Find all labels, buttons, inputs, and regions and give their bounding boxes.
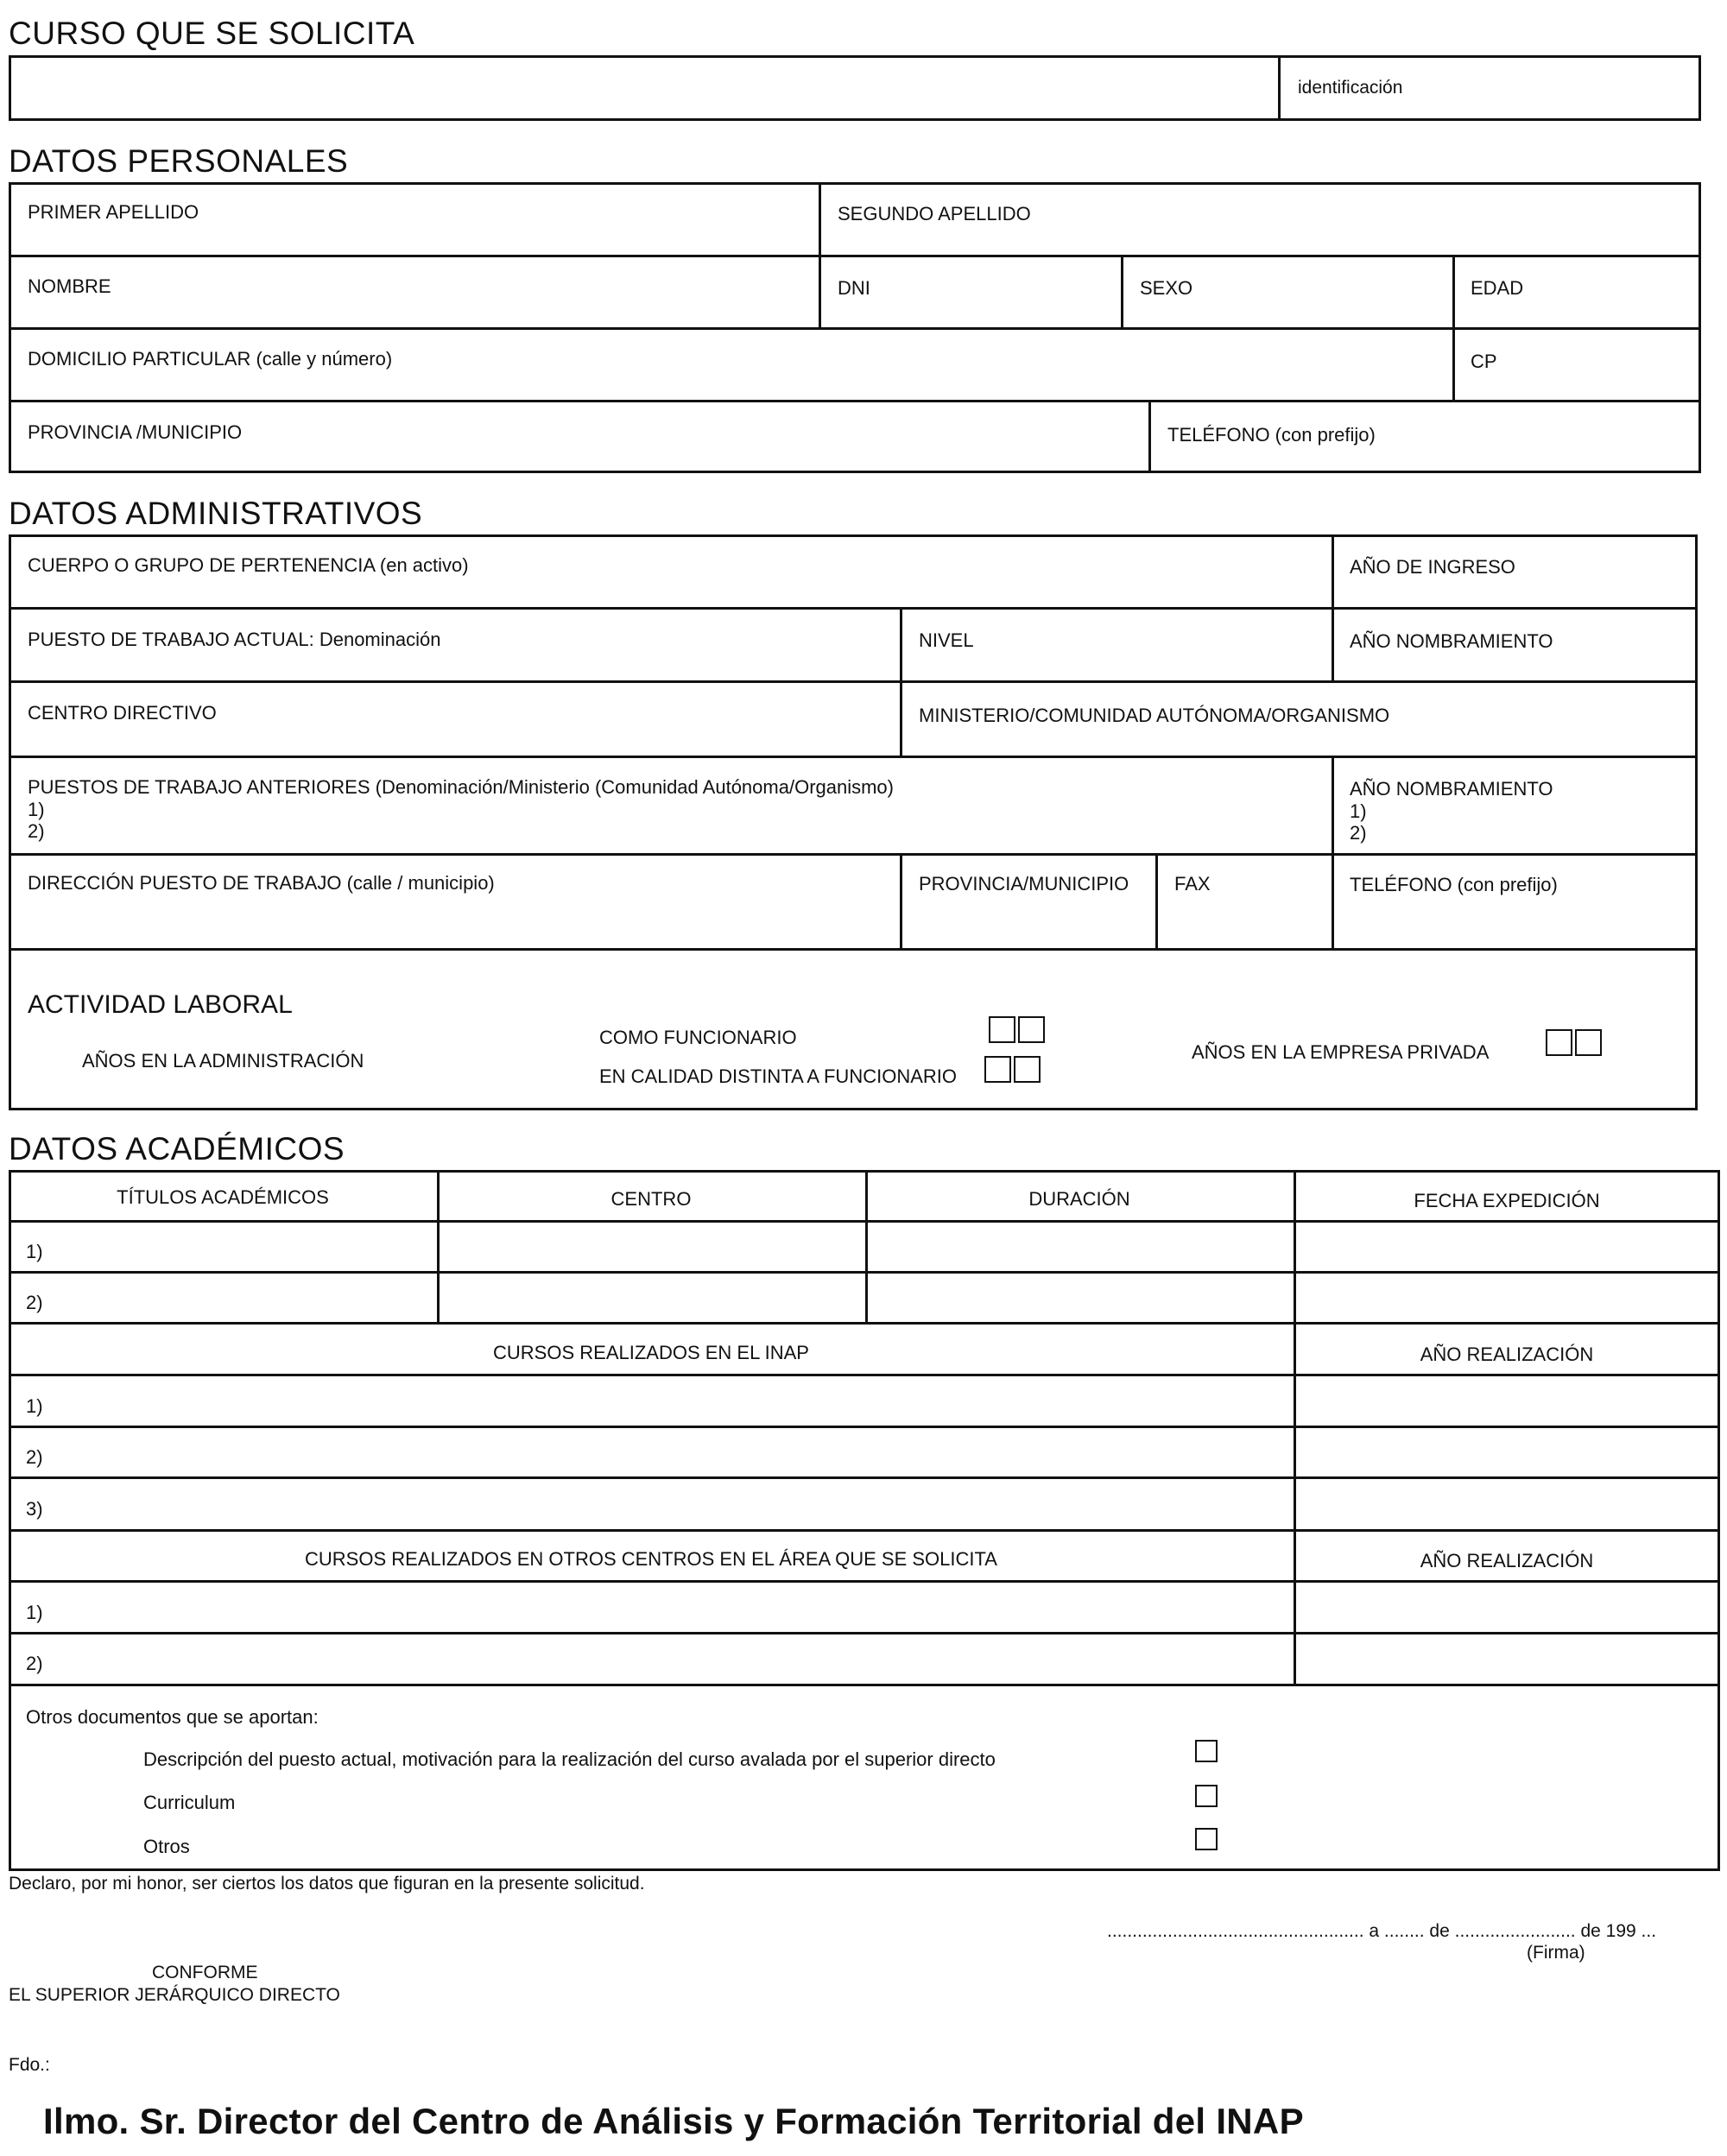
header-titulos: TÍTULOS ACADÉMICOS xyxy=(117,1186,329,1208)
nombramiento-item-2: 2) xyxy=(1350,822,1367,844)
col-divider xyxy=(900,853,902,948)
otros-row-1: 1) xyxy=(26,1602,43,1623)
anios-admin-label: AÑOS EN LA ADMINISTRACIÓN xyxy=(82,1050,364,1072)
nivel-label: NIVEL xyxy=(919,629,974,651)
funcionario-years-digit-2[interactable] xyxy=(1018,1016,1045,1043)
firma-label: (Firma) xyxy=(1527,1943,1585,1963)
header-anio-realizacion-2: AÑO REALIZACIÓN xyxy=(1420,1550,1594,1571)
conforme-label: CONFORME xyxy=(152,1963,258,1982)
row-divider xyxy=(9,1580,1720,1583)
col-divider xyxy=(819,182,821,327)
row-divider xyxy=(9,1271,1720,1274)
sexo-label: SEXO xyxy=(1140,277,1193,299)
documento-curriculum-checkbox[interactable] xyxy=(1195,1785,1218,1807)
documento-otros-label: Otros xyxy=(143,1836,190,1857)
col-divider xyxy=(1332,756,1334,948)
inap-row-3: 3) xyxy=(26,1498,43,1520)
actividad-laboral-title: ACTIVIDAD LABORAL xyxy=(28,990,293,1019)
col-divider xyxy=(1332,534,1334,680)
funcionario-years-digit-1[interactable] xyxy=(989,1016,1015,1043)
identificacion-label: identificación xyxy=(1298,78,1403,98)
row-divider xyxy=(9,1322,1720,1325)
col-divider xyxy=(1121,255,1123,327)
anio-ingreso-label: AÑO DE INGRESO xyxy=(1350,556,1515,578)
empresa-years-digit-1[interactable] xyxy=(1546,1029,1572,1056)
anteriores-item-2: 2) xyxy=(28,820,45,842)
cp-label: CP xyxy=(1471,351,1497,372)
empresa-years-digit-2[interactable] xyxy=(1575,1029,1602,1056)
documento-otros-checkbox[interactable] xyxy=(1195,1828,1218,1850)
provincia-label: PROVINCIA /MUNICIPIO xyxy=(28,421,243,443)
fdo-label: Fdo.: xyxy=(9,2055,50,2075)
header-cursos-inap: CURSOS REALIZADOS EN EL INAP xyxy=(493,1342,809,1363)
dni-label: DNI xyxy=(838,277,870,299)
otros-row-2: 2) xyxy=(26,1653,43,1674)
row-divider xyxy=(9,1632,1720,1634)
documento-curriculum-label: Curriculum xyxy=(143,1792,236,1813)
nombramiento-item-1: 1) xyxy=(1350,800,1367,822)
provincia-municipio-label: PROVINCIA/MUNICIPIO xyxy=(919,873,1129,895)
divider xyxy=(1278,55,1281,121)
header-fecha-expedicion: FECHA EXPEDICIÓN xyxy=(1414,1190,1600,1211)
row-divider xyxy=(9,607,1698,610)
fecha-line[interactable]: ................................................... a ........ de ........................ de 199 ... xyxy=(1107,1921,1657,1941)
anio-nombramiento-anteriores-label: AÑO NOMBRAMIENTO xyxy=(1350,778,1553,800)
como-funcionario-label: COMO FUNCIONARIO xyxy=(599,1027,797,1048)
centro-directivo-label: CENTRO DIRECTIVO xyxy=(28,702,217,724)
col-divider xyxy=(1155,853,1158,948)
primer-apellido-label: PRIMER APELLIDO xyxy=(28,201,199,223)
direccion-label: DIRECCIÓN PUESTO DE TRABAJO (calle / municipio) xyxy=(28,872,495,894)
header-centro: CENTRO xyxy=(610,1188,692,1210)
section-title-personales: DATOS PERSONALES xyxy=(9,143,349,179)
col-divider xyxy=(900,607,902,756)
row-divider xyxy=(9,680,1698,683)
documentos-title: Otros documentos que se aportan: xyxy=(26,1706,319,1728)
anio-nombramiento-label: AÑO NOMBRAMIENTO xyxy=(1350,630,1553,652)
header-cursos-otros: CURSOS REALIZADOS EN OTROS CENTROS EN EL ÁREA QUE SE SOLICITA xyxy=(305,1548,997,1570)
nombre-label: NOMBRE xyxy=(28,275,111,297)
col-divider xyxy=(1294,1170,1296,1684)
anteriores-item-1: 1) xyxy=(28,799,45,820)
row-divider xyxy=(9,948,1698,951)
row-divider xyxy=(9,1220,1720,1223)
superior-label: EL SUPERIOR JERÁRQUICO DIRECTO xyxy=(9,1985,340,2005)
puestos-anteriores-label: PUESTOS DE TRABAJO ANTERIORES (Denominación/Ministerio (Comunidad Autónoma/Organismo) xyxy=(28,776,894,798)
row-divider xyxy=(9,853,1698,856)
edad-label: EDAD xyxy=(1471,277,1524,299)
section-title-academicos: DATOS ACADÉMICOS xyxy=(9,1131,345,1167)
empresa-privada-label: AÑOS EN LA EMPRESA PRIVADA xyxy=(1192,1041,1490,1063)
section-title-administrativos: DATOS ADMINISTRATIVOS xyxy=(9,496,423,531)
row-divider xyxy=(9,327,1701,330)
col-divider xyxy=(1148,400,1151,473)
row-divider xyxy=(9,756,1698,758)
titulos-row-2: 2) xyxy=(26,1292,43,1313)
row-divider xyxy=(9,1426,1720,1428)
row-divider xyxy=(9,1529,1720,1532)
admin-data-table xyxy=(9,534,1698,1110)
ministerio-label: MINISTERIO/COMUNIDAD AUTÓNOMA/ORGANISMO xyxy=(919,705,1390,726)
no-funcionario-years-digit-1[interactable] xyxy=(984,1056,1011,1083)
section-title-curso: CURSO QUE SE SOLICITA xyxy=(9,16,415,51)
row-divider xyxy=(9,1684,1720,1686)
header-anio-realizacion: AÑO REALIZACIÓN xyxy=(1420,1344,1594,1365)
telefono-label: TELÉFONO (con prefijo) xyxy=(1167,424,1376,446)
col-divider xyxy=(1452,255,1455,400)
row-divider xyxy=(9,1374,1720,1376)
segundo-apellido-label: SEGUNDO APELLIDO xyxy=(838,203,1031,224)
fax-label: FAX xyxy=(1174,873,1211,895)
calidad-distinta-label: EN CALIDAD DISTINTA A FUNCIONARIO xyxy=(599,1065,957,1087)
documento-descripcion-checkbox[interactable] xyxy=(1195,1740,1218,1762)
destinatario-text: Ilmo. Sr. Director del Centro de Análisis y Formación Territorial del INAP xyxy=(43,2101,1304,2141)
documento-descripcion-label: Descripción del puesto actual, motivación para la realización del curso avalada por el superior directo xyxy=(143,1748,996,1770)
puesto-actual-label: PUESTO DE TRABAJO ACTUAL: Denominación xyxy=(28,629,441,650)
header-duracion: DURACIÓN xyxy=(1028,1188,1130,1210)
domicilio-label: DOMICILIO PARTICULAR (calle y número) xyxy=(28,348,393,370)
titulos-row-1: 1) xyxy=(26,1241,43,1262)
telefono-trabajo-label: TELÉFONO (con prefijo) xyxy=(1350,874,1558,895)
cuerpo-label: CUERPO O GRUPO DE PERTENENCIA (en activo) xyxy=(28,554,469,576)
curso-field[interactable] xyxy=(9,55,1701,121)
inap-row-2: 2) xyxy=(26,1446,43,1468)
inap-row-1: 1) xyxy=(26,1395,43,1417)
declaracion-text: Declaro, por mi honor, ser ciertos los datos que figuran en la presente solicitud. xyxy=(9,1874,645,1894)
row-divider xyxy=(9,400,1701,402)
row-divider xyxy=(9,1476,1720,1479)
no-funcionario-years-digit-2[interactable] xyxy=(1014,1056,1041,1083)
row-divider xyxy=(9,255,1701,257)
